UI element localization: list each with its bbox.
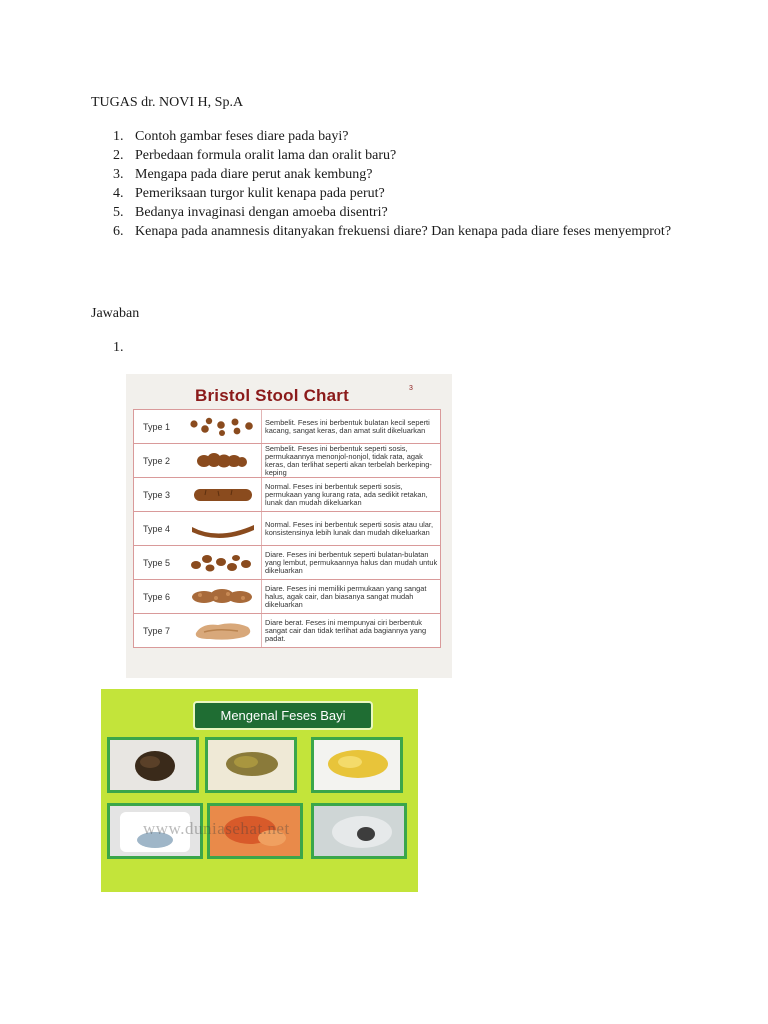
bristol-description: Normal. Feses ini berbentuk seperti sosis atau ular, konsistensinya lebih lunak dan mudah dikeluarkan xyxy=(261,512,440,545)
bristol-description: Diare berat. Feses ini mempunyai ciri berbentuk sangat cair dan tidak terlihat ada bagiannya yang padat. xyxy=(261,614,440,647)
question-item xyxy=(113,203,678,222)
bristol-type-label: Type 1 xyxy=(143,421,171,432)
bristol-description: Sembelit. Feses ini berbentuk bulatan kecil seperti kacang, sangat keras, dan amat sulit dikeluarkan xyxy=(261,410,440,443)
question-item xyxy=(113,184,678,203)
question-text: Bedanya invaginasi dengan amoeba disentri? xyxy=(135,205,388,220)
bristol-type-label: Type 7 xyxy=(143,625,171,636)
baby-stool-title: Mengenal Feses Bayi xyxy=(193,701,373,730)
bristol-row xyxy=(134,546,440,580)
bristol-chart-title: Bristol Stool Chart xyxy=(195,386,349,405)
question-item xyxy=(113,165,678,184)
watermark-text: www.duniasehat.net xyxy=(143,819,290,838)
question-item xyxy=(113,222,678,241)
question-number: 3. xyxy=(113,167,124,182)
stool-photo-1 xyxy=(107,737,199,793)
stool-photo-2 xyxy=(205,737,297,793)
question-text: Contoh gambar feses diare pada bayi? xyxy=(135,129,349,144)
bristol-row xyxy=(134,410,440,444)
bristol-description: Normal. Feses ini berbentuk seperti sosis, permukaan yang kurang rata, ada sedikit retakan, lunak dan mudah dikeluarkan xyxy=(261,478,440,511)
bristol-row xyxy=(134,478,440,512)
bristol-type-label: Type 6 xyxy=(143,591,171,602)
bristol-description: Diare. Feses ini memiliki permukaan yang sangat halus, agak cair, dan biasanya sangat mudah dikeluarkan xyxy=(261,580,440,613)
question-number: 5. xyxy=(113,205,124,220)
bristol-chart-superscript: 3 xyxy=(409,385,413,392)
bristol-description: Diare. Feses ini berbentuk seperti bulatan-bulatan yang lembut, permukaannya halus dan mudah untuk dikeluarkan xyxy=(261,546,440,579)
stool-type-7-icon xyxy=(184,614,261,647)
answer-number: 1. xyxy=(113,340,124,355)
stool-type-2-icon xyxy=(184,444,261,477)
question-number: 2. xyxy=(113,148,124,163)
question-text: Kenapa pada anamnesis ditanyakan frekuensi diare? Dan kenapa pada diare feses menyemprot? xyxy=(135,224,672,239)
stool-photo-3 xyxy=(311,737,403,793)
question-item xyxy=(113,127,678,146)
bristol-row xyxy=(134,444,440,478)
answers-heading: Jawaban xyxy=(91,306,140,321)
stool-type-3-icon xyxy=(184,478,261,511)
bristol-row xyxy=(134,580,440,614)
question-text: Pemeriksaan turgor kulit kenapa pada perut? xyxy=(135,186,385,201)
question-list xyxy=(113,127,678,241)
bristol-type-label: Type 3 xyxy=(143,489,171,500)
stool-type-4-icon xyxy=(184,512,261,545)
bristol-row xyxy=(134,512,440,546)
question-number: 4. xyxy=(113,186,124,201)
bristol-description: Sembelit. Feses ini berbentuk seperti sosis, permukaannya menonjol-nonjol, tidak rata, agak keras, dan terlihat seperti akan terbelah berkeping-keping xyxy=(261,444,440,477)
bristol-type-label: Type 4 xyxy=(143,523,171,534)
stool-type-1-icon xyxy=(184,410,261,443)
stool-photo-6 xyxy=(311,803,407,859)
question-text: Perbedaan formula oralit lama dan oralit baru? xyxy=(135,148,397,163)
bristol-type-label: Type 2 xyxy=(143,455,171,466)
question-item xyxy=(113,146,678,165)
bristol-table xyxy=(133,409,441,648)
stool-type-5-icon xyxy=(184,546,261,579)
question-number: 1. xyxy=(113,129,124,144)
bristol-type-label: Type 5 xyxy=(143,557,171,568)
bristol-row xyxy=(134,614,440,647)
stool-type-6-icon xyxy=(184,580,261,613)
question-text: Mengapa pada diare perut anak kembung? xyxy=(135,167,373,182)
assignment-title: TUGAS dr. NOVI H, Sp.A xyxy=(91,95,244,110)
baby-stool-image xyxy=(101,689,418,892)
question-number: 6. xyxy=(113,224,124,239)
